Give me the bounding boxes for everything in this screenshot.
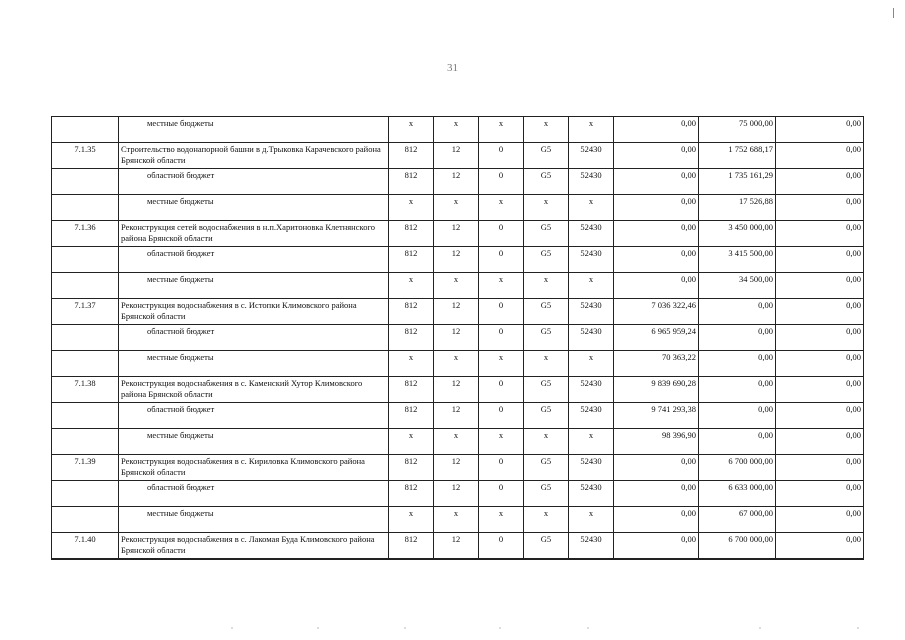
cell-code-3: 0	[479, 377, 524, 403]
row-number: 7.1.35	[52, 143, 119, 169]
table-row	[52, 221, 864, 247]
cell-code-5: х	[569, 195, 614, 221]
cell-code-3: х	[479, 351, 524, 377]
cell-code-1: х	[389, 507, 434, 533]
cell-code-1: 812	[389, 377, 434, 403]
row-name: Строительство водонапорной башни в д.Трыковка Карачевского района Брянской области	[119, 143, 389, 169]
cell-code-4: G5	[524, 533, 569, 559]
row-name: Реконструкция водоснабжения в с. Каменский Хутор Климовского района Брянской области	[119, 377, 389, 403]
cell-amount-2: 6 700 000,00	[699, 455, 776, 481]
scan-dots	[0, 626, 905, 630]
cell-code-1: 812	[389, 325, 434, 351]
table-row	[52, 195, 864, 221]
cell-code-2: 12	[434, 325, 479, 351]
cell-code-5: х	[569, 117, 614, 143]
cell-code-4: G5	[524, 377, 569, 403]
cell-code-5: х	[569, 273, 614, 299]
cell-amount-1: 0,00	[614, 273, 699, 299]
cell-amount-2: 3 415 500,00	[699, 247, 776, 273]
cell-amount-2: 67 000,00	[699, 507, 776, 533]
row-number	[52, 351, 119, 377]
cell-amount-2: 0,00	[699, 377, 776, 403]
cell-amount-2: 1 752 688,17	[699, 143, 776, 169]
cell-code-4: G5	[524, 455, 569, 481]
table-row	[52, 533, 864, 559]
cell-code-4: х	[524, 507, 569, 533]
cell-code-2: 12	[434, 299, 479, 325]
cell-code-3: х	[479, 195, 524, 221]
table-row	[52, 377, 864, 403]
cell-code-2: х	[434, 117, 479, 143]
cell-amount-1: 9 741 293,38	[614, 403, 699, 429]
cell-amount-3: 0,00	[776, 455, 864, 481]
cell-code-1: 812	[389, 533, 434, 559]
row-number: 7.1.38	[52, 377, 119, 403]
row-name: местные бюджеты	[119, 507, 389, 533]
cell-amount-2: 75 000,00	[699, 117, 776, 143]
cell-amount-2: 34 500,00	[699, 273, 776, 299]
cell-amount-3: 0,00	[776, 481, 864, 507]
cell-amount-1: 0,00	[614, 247, 699, 273]
cell-code-2: х	[434, 429, 479, 455]
cell-code-3: 0	[479, 299, 524, 325]
cell-code-1: 812	[389, 299, 434, 325]
cell-code-4: G5	[524, 403, 569, 429]
cell-amount-1: 9 839 690,28	[614, 377, 699, 403]
cell-code-5: 52430	[569, 377, 614, 403]
cell-amount-2: 6 633 000,00	[699, 481, 776, 507]
cell-code-3: 0	[479, 325, 524, 351]
cell-amount-2: 0,00	[699, 351, 776, 377]
cell-code-4: G5	[524, 221, 569, 247]
cell-code-5: х	[569, 351, 614, 377]
cell-amount-3: 0,00	[776, 299, 864, 325]
cell-amount-3: 0,00	[776, 273, 864, 299]
cell-code-2: х	[434, 273, 479, 299]
cell-amount-1: 0,00	[614, 481, 699, 507]
cell-amount-1: 0,00	[614, 533, 699, 559]
cell-amount-2: 0,00	[699, 299, 776, 325]
table-row	[52, 481, 864, 507]
table-row	[52, 299, 864, 325]
table-row	[52, 429, 864, 455]
cell-code-4: G5	[524, 325, 569, 351]
cell-code-2: 12	[434, 403, 479, 429]
row-number	[52, 169, 119, 195]
row-name: Реконструкция водоснабжения в с. Истопки Климовского района Брянской области	[119, 299, 389, 325]
cell-amount-2: 0,00	[699, 403, 776, 429]
cell-amount-3: 0,00	[776, 403, 864, 429]
row-number: 7.1.39	[52, 455, 119, 481]
cell-code-3: х	[479, 429, 524, 455]
cell-code-1: х	[389, 429, 434, 455]
cell-code-2: 12	[434, 533, 479, 559]
cell-code-5: 52430	[569, 143, 614, 169]
cell-amount-1: 0,00	[614, 455, 699, 481]
cell-code-1: 812	[389, 403, 434, 429]
cell-amount-3: 0,00	[776, 221, 864, 247]
table-row	[52, 455, 864, 481]
cell-code-1: х	[389, 273, 434, 299]
table-row	[52, 169, 864, 195]
cell-code-5: 52430	[569, 299, 614, 325]
cell-code-1: 812	[389, 247, 434, 273]
cell-amount-3: 0,00	[776, 377, 864, 403]
cell-code-2: 12	[434, 221, 479, 247]
row-name: областной бюджет	[119, 403, 389, 429]
row-number	[52, 273, 119, 299]
cell-amount-1: 0,00	[614, 195, 699, 221]
cell-code-3: 0	[479, 143, 524, 169]
cell-code-2: х	[434, 507, 479, 533]
row-number	[52, 325, 119, 351]
cell-code-1: 812	[389, 481, 434, 507]
cell-amount-3: 0,00	[776, 169, 864, 195]
cell-code-3: 0	[479, 533, 524, 559]
cell-code-3: х	[479, 507, 524, 533]
cell-amount-1: 0,00	[614, 221, 699, 247]
cell-amount-1: 0,00	[614, 169, 699, 195]
cell-code-4: х	[524, 429, 569, 455]
row-number	[52, 247, 119, 273]
table-row	[52, 351, 864, 377]
row-name: Реконструкция водоснабжения в с. Кириловка Климовского района Брянской области	[119, 455, 389, 481]
cell-amount-2: 0,00	[699, 429, 776, 455]
table-row	[52, 507, 864, 533]
row-name: Реконструкция сетей водоснабжения в н.п.Харитоновка Клетнянского района Брянской области	[119, 221, 389, 247]
cell-code-3: 0	[479, 403, 524, 429]
row-number	[52, 429, 119, 455]
cell-code-5: 52430	[569, 169, 614, 195]
cell-amount-3: 0,00	[776, 117, 864, 143]
table-row	[52, 403, 864, 429]
cell-code-5: 52430	[569, 247, 614, 273]
cell-code-5: х	[569, 507, 614, 533]
row-name: местные бюджеты	[119, 195, 389, 221]
cell-code-1: 812	[389, 169, 434, 195]
row-number: 7.1.36	[52, 221, 119, 247]
cell-amount-2: 1 735 161,29	[699, 169, 776, 195]
cell-amount-3: 0,00	[776, 143, 864, 169]
cell-code-3: 0	[479, 221, 524, 247]
row-name: областной бюджет	[119, 247, 389, 273]
budget-table	[51, 116, 864, 560]
table-row	[52, 143, 864, 169]
budget-table-body	[52, 117, 864, 559]
row-name: местные бюджеты	[119, 351, 389, 377]
cell-code-4: G5	[524, 481, 569, 507]
cell-code-4: х	[524, 351, 569, 377]
cell-amount-2: 17 526,88	[699, 195, 776, 221]
cell-amount-1: 98 396,90	[614, 429, 699, 455]
row-name: областной бюджет	[119, 169, 389, 195]
cell-amount-2: 6 700 000,00	[699, 533, 776, 559]
cell-code-5: 52430	[569, 481, 614, 507]
row-number	[52, 195, 119, 221]
cell-code-3: 0	[479, 455, 524, 481]
table-row	[52, 117, 864, 143]
cell-amount-1: 0,00	[614, 117, 699, 143]
cell-amount-2: 0,00	[699, 325, 776, 351]
cell-code-4: х	[524, 117, 569, 143]
cell-code-1: х	[389, 351, 434, 377]
cell-code-3: 0	[479, 247, 524, 273]
cell-code-1: 812	[389, 143, 434, 169]
cell-amount-2: 3 450 000,00	[699, 221, 776, 247]
cell-amount-1: 0,00	[614, 507, 699, 533]
cell-amount-3: 0,00	[776, 247, 864, 273]
cell-code-1: х	[389, 117, 434, 143]
cell-code-2: 12	[434, 143, 479, 169]
cell-code-2: 12	[434, 455, 479, 481]
cell-code-4: х	[524, 273, 569, 299]
cell-code-4: х	[524, 195, 569, 221]
scan-mark	[893, 8, 894, 18]
cell-code-5: 52430	[569, 403, 614, 429]
cell-code-5: 52430	[569, 455, 614, 481]
cell-amount-1: 0,00	[614, 143, 699, 169]
cell-code-1: 812	[389, 455, 434, 481]
cell-amount-3: 0,00	[776, 351, 864, 377]
table-row	[52, 273, 864, 299]
row-name: областной бюджет	[119, 481, 389, 507]
cell-code-4: G5	[524, 247, 569, 273]
cell-amount-3: 0,00	[776, 325, 864, 351]
cell-code-3: х	[479, 117, 524, 143]
row-number	[52, 117, 119, 143]
cell-code-3: 0	[479, 169, 524, 195]
cell-amount-1: 7 036 322,46	[614, 299, 699, 325]
cell-code-4: G5	[524, 169, 569, 195]
cell-code-2: 12	[434, 481, 479, 507]
cell-code-5: 52430	[569, 221, 614, 247]
cell-amount-3: 0,00	[776, 195, 864, 221]
row-number: 7.1.37	[52, 299, 119, 325]
row-number: 7.1.40	[52, 533, 119, 559]
table-row	[52, 325, 864, 351]
cell-code-4: G5	[524, 143, 569, 169]
cell-code-3: х	[479, 273, 524, 299]
row-name: местные бюджеты	[119, 273, 389, 299]
row-name: местные бюджеты	[119, 117, 389, 143]
row-name: областной бюджет	[119, 325, 389, 351]
table-row	[52, 247, 864, 273]
cell-code-2: 12	[434, 247, 479, 273]
page-number: 31	[447, 62, 458, 74]
row-number	[52, 481, 119, 507]
cell-code-5: х	[569, 429, 614, 455]
cell-amount-3: 0,00	[776, 507, 864, 533]
cell-code-2: 12	[434, 377, 479, 403]
cell-code-5: 52430	[569, 533, 614, 559]
cell-code-3: 0	[479, 481, 524, 507]
cell-amount-3: 0,00	[776, 429, 864, 455]
cell-code-2: 12	[434, 169, 479, 195]
cell-amount-1: 6 965 959,24	[614, 325, 699, 351]
cell-code-5: 52430	[569, 325, 614, 351]
row-number	[52, 403, 119, 429]
cell-amount-1: 70 363,22	[614, 351, 699, 377]
row-number	[52, 507, 119, 533]
cell-code-2: х	[434, 351, 479, 377]
cell-amount-3: 0,00	[776, 533, 864, 559]
cell-code-4: G5	[524, 299, 569, 325]
row-name: Реконструкция водоснабжения в с. Лакомая Буда Климовского района Брянской области	[119, 533, 389, 559]
cell-code-2: х	[434, 195, 479, 221]
cell-code-1: х	[389, 195, 434, 221]
row-name: местные бюджеты	[119, 429, 389, 455]
cell-code-1: 812	[389, 221, 434, 247]
